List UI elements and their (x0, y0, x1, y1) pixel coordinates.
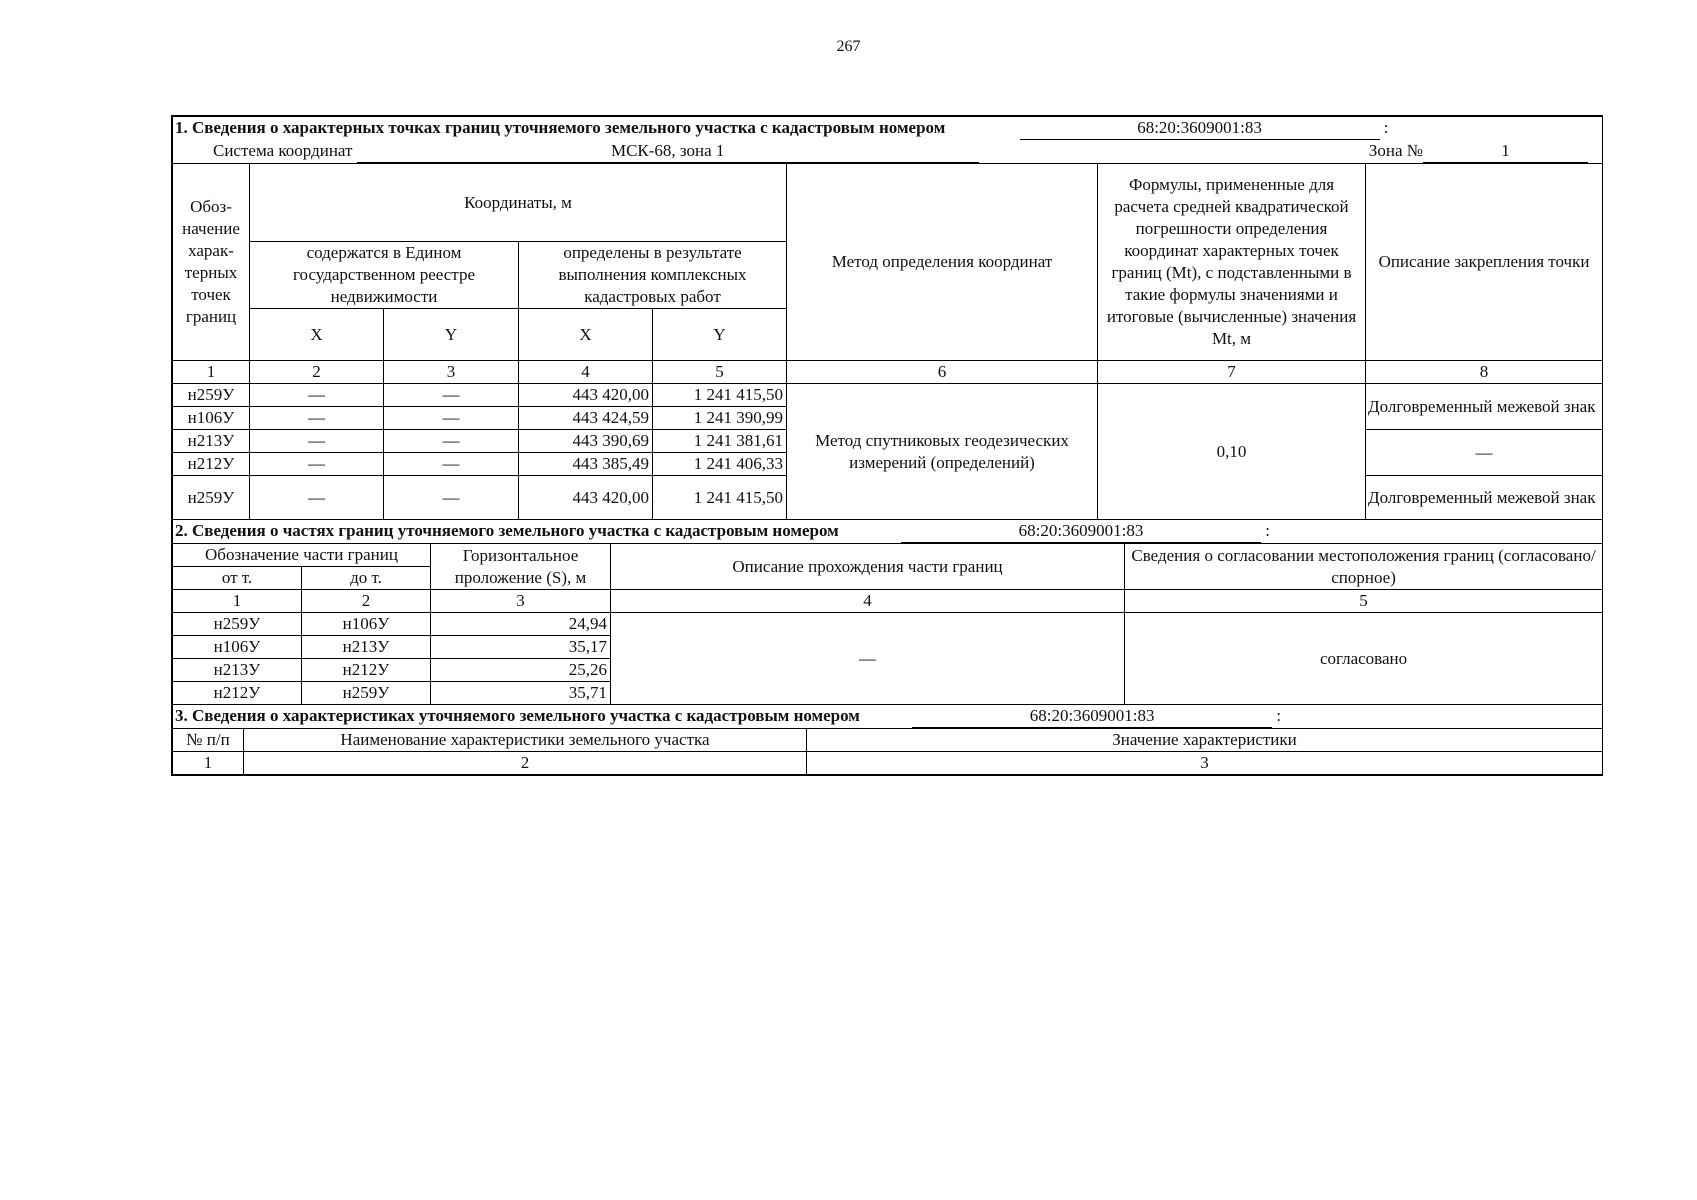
section2-cadastral-number: 68:20:3609001:83 (901, 520, 1261, 543)
y-value: 1 241 381,61 (653, 430, 787, 453)
section3-colon: : (1276, 706, 1282, 725)
from-point: н213У (173, 659, 302, 682)
section1-cadastral-number: 68:20:3609001:83 (1020, 117, 1380, 140)
from-point: н259У (173, 613, 302, 636)
section2-title-row (173, 520, 1603, 544)
description-value: Долговременный межевой знак (1366, 476, 1603, 520)
table-row (173, 613, 1603, 636)
section1-colon: : (1383, 118, 1389, 137)
to-point: н259У (302, 682, 431, 705)
section1-title-row (173, 117, 1603, 141)
header-characteristic-value: Значение характеристики (807, 729, 1603, 752)
header-from: от т. (173, 567, 302, 590)
col-number: 5 (653, 361, 787, 384)
horizontal-value: 25,26 (431, 659, 611, 682)
col-number: 5 (1125, 590, 1603, 613)
col-number: 2 (244, 752, 807, 775)
section3-table (172, 705, 1603, 775)
col-number: 1 (173, 361, 250, 384)
x-egrn: — (250, 407, 384, 430)
y-egrn: — (384, 384, 519, 407)
section1-table (172, 116, 1603, 520)
header-y: Y (653, 309, 787, 361)
header-characteristic-name: Наименование характеристики земельного участка (244, 729, 807, 752)
horizontal-value: 24,94 (431, 613, 611, 636)
header-designation: Обоз-начение харак-терных точек границ (173, 164, 250, 361)
col-number: 4 (611, 590, 1125, 613)
x-egrn: — (250, 384, 384, 407)
header-agreement: Сведения о согласовании местоположения границ (согласовано/спорное) (1125, 544, 1603, 590)
cadastral-document (171, 115, 1603, 776)
col-number: 8 (1366, 361, 1603, 384)
section2-table (172, 520, 1603, 705)
header-description: Описание закрепления точки (1366, 164, 1603, 361)
header-in-egrn: содержатся в Едином государственном реестре недвижимости (250, 242, 519, 309)
description-value: Долговременный межевой знак (1366, 384, 1603, 430)
x-value: 443 424,59 (519, 407, 653, 430)
y-value: 1 241 415,50 (653, 476, 787, 520)
header-determined: определены в результате выполнения комплексных кадастровых работ (519, 242, 787, 309)
header-horizontal: Горизонтальное проложение (S), м (431, 544, 611, 590)
point-name: н259У (173, 384, 250, 407)
table-row (173, 384, 1603, 407)
coord-system-row (173, 140, 1603, 164)
zone-label: Зона № (1368, 141, 1424, 160)
col-number: 1 (173, 590, 302, 613)
x-egrn: — (250, 476, 384, 520)
header-formulas: Формулы, примененные для расчета средней квадратической погрешности определения координат характерных точек границ (Mt), с подставленными в такие формулы значениями и итоговые (вычисленные) значения Mt, м (1098, 164, 1366, 361)
col-number: 1 (173, 752, 244, 775)
mt-value: 0,10 (1098, 384, 1366, 520)
col-number: 3 (807, 752, 1603, 775)
to-point: н213У (302, 636, 431, 659)
header-method: Метод определения координат (787, 164, 1098, 361)
zone-value: 1 (1423, 140, 1588, 163)
y-egrn: — (384, 430, 519, 453)
y-value: 1 241 406,33 (653, 453, 787, 476)
from-point: н212У (173, 682, 302, 705)
coord-system-label: Система координат (213, 141, 353, 160)
x-value: 443 420,00 (519, 476, 653, 520)
x-value: 443 390,69 (519, 430, 653, 453)
header-part-designation: Обозначение части границ (173, 544, 431, 567)
x-egrn: — (250, 430, 384, 453)
point-name: н212У (173, 453, 250, 476)
y-egrn: — (384, 407, 519, 430)
section2-title: 2. Сведения о частях границ уточняемого земельного участка с кадастровым номером (175, 521, 839, 540)
method-value: Метод спутниковых геодезических измерений (определений) (787, 384, 1098, 520)
header-coordinates: Координаты, м (250, 164, 787, 242)
section1-title: 1. Сведения о характерных точках границ уточняемого земельного участка с кадастровым номером (175, 118, 946, 137)
point-name: н213У (173, 430, 250, 453)
col-number: 7 (1098, 361, 1366, 384)
col-number: 2 (302, 590, 431, 613)
y-egrn: — (384, 453, 519, 476)
col-number: 2 (250, 361, 384, 384)
section3-cadastral-number: 68:20:3609001:83 (912, 705, 1272, 728)
horizontal-value: 35,71 (431, 682, 611, 705)
section3-title-row (173, 705, 1603, 729)
y-egrn: — (384, 476, 519, 520)
page-number: 267 (836, 38, 861, 55)
part-description-value: — (611, 613, 1125, 705)
horizontal-value: 35,17 (431, 636, 611, 659)
header-to: до т. (302, 567, 431, 590)
header-x: X (519, 309, 653, 361)
to-point: н106У (302, 613, 431, 636)
header-part-description: Описание прохождения части границ (611, 544, 1125, 590)
section3-title: 3. Сведения о характеристиках уточняемого земельного участка с кадастровым номером (175, 706, 860, 725)
point-name: н106У (173, 407, 250, 430)
description-value: — (1366, 430, 1603, 476)
x-value: 443 385,49 (519, 453, 653, 476)
x-egrn: — (250, 453, 384, 476)
point-name: н259У (173, 476, 250, 520)
from-point: н106У (173, 636, 302, 659)
col-number: 6 (787, 361, 1098, 384)
col-number: 4 (519, 361, 653, 384)
col-number: 3 (431, 590, 611, 613)
agreement-value: согласовано (1125, 613, 1603, 705)
x-value: 443 420,00 (519, 384, 653, 407)
y-value: 1 241 390,99 (653, 407, 787, 430)
y-value: 1 241 415,50 (653, 384, 787, 407)
col-number: 3 (384, 361, 519, 384)
header-x-egrn: X (250, 309, 384, 361)
to-point: н212У (302, 659, 431, 682)
coord-system-value: МСК-68, зона 1 (357, 140, 979, 163)
section2-colon: : (1265, 521, 1270, 540)
header-num: № п/п (173, 729, 244, 752)
header-y-egrn: Y (384, 309, 519, 361)
